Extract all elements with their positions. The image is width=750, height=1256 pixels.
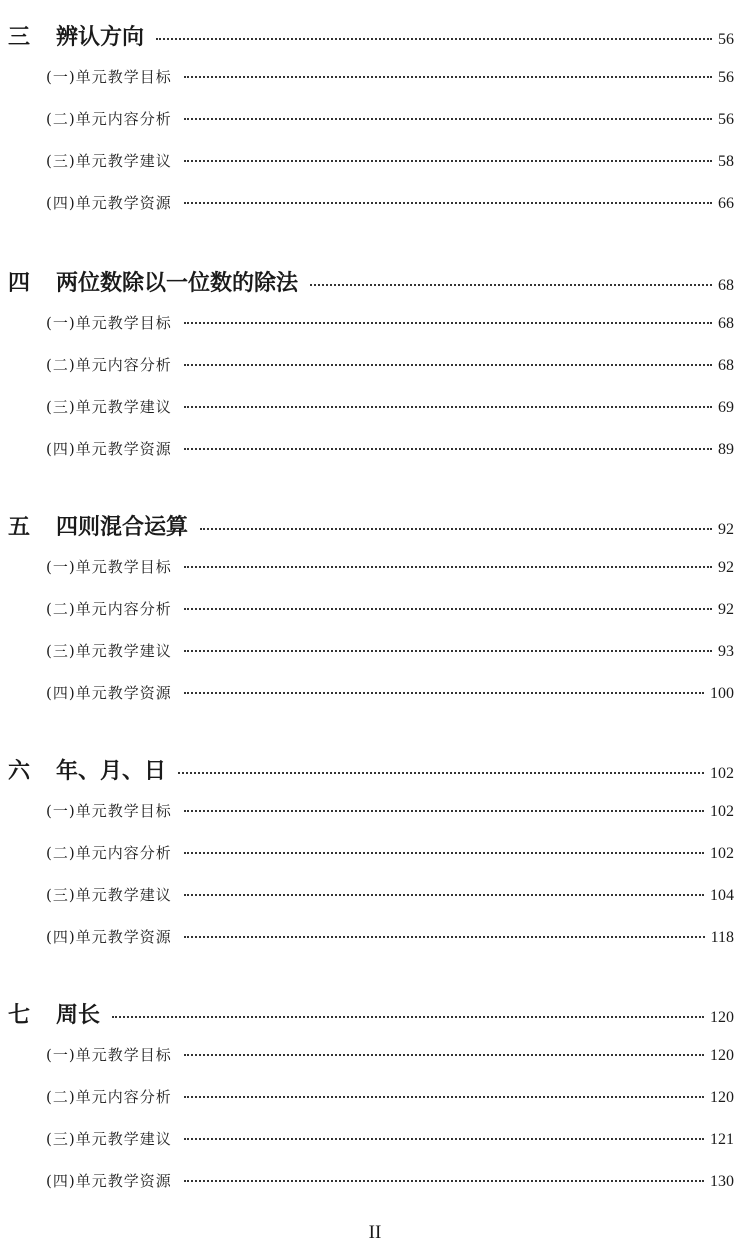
section-page: 100 [710, 685, 734, 702]
section-entry[interactable] [0, 1086, 750, 1107]
section-page: 58 [718, 153, 734, 170]
section-title: (二)单元内容分析 [46, 600, 172, 618]
section-title: (三)单元教学建议 [46, 398, 172, 416]
section-page: 102 [710, 845, 734, 862]
dot-leader [184, 322, 712, 324]
section-page: 68 [718, 357, 734, 374]
dot-leader [184, 76, 712, 78]
section-page: 69 [718, 399, 734, 416]
section-title: (四)单元教学资源 [46, 1172, 172, 1190]
chapter-page: 68 [718, 277, 734, 294]
dot-leader [184, 810, 704, 812]
section-title: (三)单元教学建议 [46, 1130, 172, 1148]
section-page: 121 [710, 1131, 734, 1148]
section-title: (三)单元教学建议 [46, 152, 172, 170]
dot-leader [184, 566, 712, 568]
section-entry[interactable] [0, 354, 750, 375]
chapter-heading[interactable] [0, 754, 750, 785]
section-page: 56 [718, 111, 734, 128]
dot-leader [184, 650, 712, 652]
chapter-heading[interactable] [0, 266, 750, 297]
dot-leader [200, 528, 712, 530]
section-entry[interactable] [0, 598, 750, 619]
section-title: (四)单元教学资源 [46, 194, 172, 212]
chapter-title: 两位数除以一位数的除法 [56, 271, 299, 296]
section-entry[interactable] [0, 396, 750, 417]
dot-leader [184, 894, 704, 896]
dot-leader [184, 448, 712, 450]
dot-leader [184, 1138, 704, 1140]
section-page: 89 [718, 441, 734, 458]
section-entry[interactable] [0, 438, 750, 459]
chapter-title: 辨认方向 [56, 25, 145, 50]
section-page: 104 [710, 887, 734, 904]
section-page: 102 [710, 803, 734, 820]
chapter-page: 120 [710, 1009, 734, 1026]
section-entry[interactable] [0, 1128, 750, 1149]
section-title: (二)单元内容分析 [46, 356, 172, 374]
section-title: (一)单元教学目标 [46, 314, 172, 332]
section-title: (一)单元教学目标 [46, 802, 172, 820]
section-entry[interactable] [0, 312, 750, 333]
section-entry[interactable] [0, 108, 750, 129]
section-entry[interactable] [0, 66, 750, 87]
page-number: II [368, 1222, 382, 1243]
section-entry[interactable] [0, 884, 750, 905]
chapter-title: 周长 [56, 1003, 101, 1028]
chapter-number: 七 [8, 1003, 31, 1028]
chapter-heading[interactable] [0, 998, 750, 1029]
section-title: (三)单元教学建议 [46, 642, 172, 660]
dot-leader [310, 284, 712, 286]
dot-leader [184, 936, 705, 938]
section-entry[interactable] [0, 842, 750, 863]
chapter-number: 三 [8, 25, 31, 50]
section-page: 56 [718, 69, 734, 86]
section-title: (三)单元教学建议 [46, 886, 172, 904]
section-title: (二)单元内容分析 [46, 844, 172, 862]
dot-leader [184, 364, 712, 366]
dot-leader [156, 38, 712, 40]
chapter-title: 四则混合运算 [56, 515, 189, 540]
section-title: (四)单元教学资源 [46, 928, 172, 946]
section-page: 118 [710, 929, 734, 946]
section-title: (四)单元教学资源 [46, 684, 172, 702]
dot-leader [184, 852, 704, 854]
section-entry[interactable] [0, 192, 750, 213]
dot-leader [184, 202, 712, 204]
section-entry[interactable] [0, 150, 750, 171]
dot-leader [184, 692, 704, 694]
section-page: 92 [718, 559, 734, 576]
section-page: 92 [718, 601, 734, 618]
dot-leader [184, 1096, 704, 1098]
dot-leader [184, 160, 712, 162]
section-entry[interactable] [0, 1044, 750, 1065]
section-page: 68 [718, 315, 734, 332]
dot-leader [184, 1180, 704, 1182]
chapter-heading[interactable] [0, 20, 750, 51]
chapter-page: 92 [718, 521, 734, 538]
chapter-title: 年、月、日 [56, 759, 167, 784]
dot-leader [184, 1054, 704, 1056]
section-title: (一)单元教学目标 [46, 68, 172, 86]
section-entry[interactable] [0, 800, 750, 821]
section-title: (二)单元内容分析 [46, 110, 172, 128]
chapter-page: 102 [710, 765, 734, 782]
chapter-number: 六 [8, 759, 31, 784]
section-title: (二)单元内容分析 [46, 1088, 172, 1106]
section-page: 66 [718, 195, 734, 212]
section-entry[interactable] [0, 1170, 750, 1191]
dot-leader [184, 118, 712, 120]
section-title: (一)单元教学目标 [46, 558, 172, 576]
dot-leader [178, 772, 704, 774]
chapter-number: 五 [8, 515, 31, 540]
chapter-page: 56 [718, 31, 734, 48]
section-page: 130 [710, 1173, 734, 1190]
section-title: (一)单元教学目标 [46, 1046, 172, 1064]
section-page: 120 [710, 1047, 734, 1064]
section-page: 93 [718, 643, 734, 660]
section-page: 120 [710, 1089, 734, 1106]
section-entry[interactable] [0, 682, 750, 703]
dot-leader [112, 1016, 704, 1018]
section-entry[interactable] [0, 640, 750, 661]
section-title: (四)单元教学资源 [46, 440, 172, 458]
section-entry[interactable] [0, 926, 750, 947]
chapter-heading[interactable] [0, 510, 750, 541]
chapter-number: 四 [8, 271, 31, 296]
dot-leader [184, 406, 712, 408]
dot-leader [184, 608, 712, 610]
section-entry[interactable] [0, 556, 750, 577]
